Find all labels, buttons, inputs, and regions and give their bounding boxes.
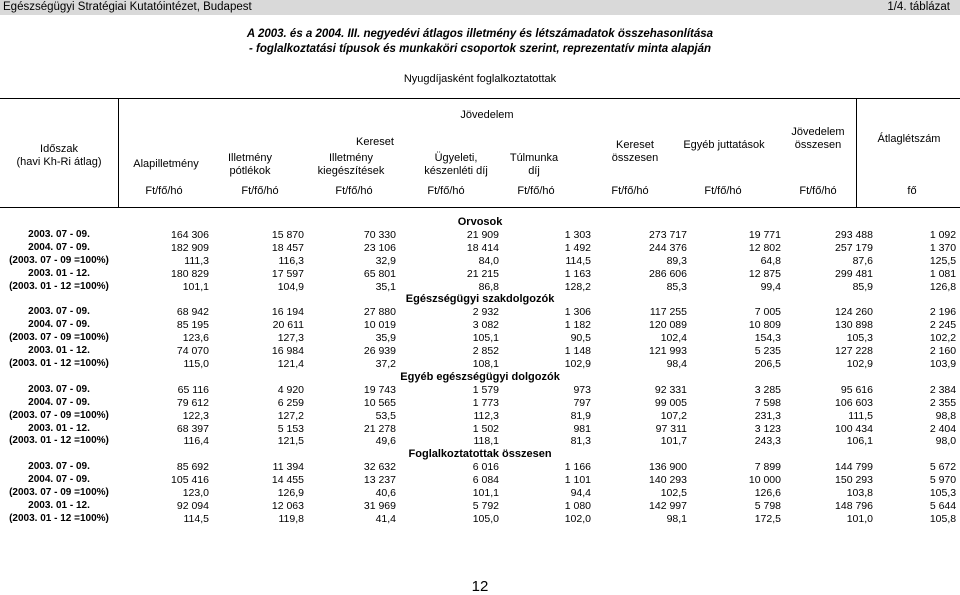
table-cell: 1 370 — [929, 241, 957, 254]
table-row — [0, 306, 960, 319]
table-cell: 122,3 — [182, 409, 209, 422]
table-cell: 102,4 — [660, 332, 687, 345]
table-cell: 7 899 — [754, 461, 781, 474]
table-cell: 85,9 — [852, 280, 873, 293]
table-cell: 12 063 — [271, 499, 304, 512]
table-cell: 99,4 — [760, 280, 781, 293]
table-cell: 105 416 — [171, 474, 209, 487]
table-cell: 99 005 — [654, 396, 687, 409]
table-cell: 97 311 — [655, 422, 687, 435]
table-row — [0, 513, 960, 526]
table-cell: 26 939 — [363, 345, 396, 358]
table-cell: 127,3 — [277, 332, 304, 345]
table-cell: 2 160 — [929, 345, 957, 358]
table-cell: 17 597 — [271, 267, 304, 280]
table-cell: 84,0 — [478, 254, 499, 267]
table-cell: 100 434 — [835, 422, 873, 435]
table-row — [0, 461, 960, 474]
data-table — [0, 216, 960, 526]
table-row — [0, 319, 960, 332]
table-cell: 2 404 — [929, 422, 957, 435]
table-cell: 144 799 — [835, 461, 873, 474]
table-cell: 92 331 — [654, 383, 687, 396]
table-row — [0, 268, 960, 281]
table-cell: 231,3 — [754, 409, 781, 422]
table-cell: 1 101 — [564, 474, 591, 487]
section-title: Orvosok — [457, 216, 503, 228]
table-cell: 7 005 — [754, 306, 781, 319]
table-cell: 102,0 — [564, 512, 591, 525]
table-cell: 10 000 — [748, 474, 781, 487]
table-cell: 103,9 — [929, 357, 957, 370]
table-cell: 108,1 — [472, 357, 499, 370]
table-cell: 172,5 — [754, 512, 781, 525]
table-row — [0, 487, 960, 500]
table-cell: 95 616 — [840, 383, 873, 396]
table-cell: 10 809 — [748, 319, 781, 332]
table-cell: 102,2 — [929, 332, 957, 345]
table-cell: 106,1 — [846, 435, 873, 448]
table-cell: 94,4 — [570, 487, 591, 500]
table-cell: 105,8 — [929, 512, 957, 525]
row-label: (2003. 01 - 12 =100%) — [9, 280, 109, 292]
table-cell: 10 019 — [363, 319, 396, 332]
table-cell: 148 796 — [835, 499, 873, 512]
section-row — [0, 448, 960, 461]
table-title-line2: - foglalkoztatási típusok és munkaköri csoportok szerint, reprezentatív minta alapján — [248, 43, 712, 55]
table-cell: 121 993 — [649, 345, 687, 358]
section-title: Foglalkoztatottak összesen — [408, 448, 552, 461]
table-cell: 123,0 — [182, 487, 209, 500]
table-cell: 105,1 — [472, 332, 499, 345]
table-cell: 23 106 — [363, 241, 396, 254]
institute-name: Egészségügyi Stratégiai Kutatóintézet, Budapest — [3, 1, 252, 13]
table-cell: 1 306 — [564, 306, 591, 319]
table-cell: 105,3 — [846, 332, 873, 345]
table-cell: 12 875 — [748, 267, 781, 280]
row-label: 2004. 07 - 09. — [28, 319, 90, 331]
table-cell: 112,3 — [473, 409, 499, 422]
table-cell: 32 632 — [363, 461, 396, 474]
table-cell: 86,8 — [478, 280, 499, 293]
table-cell: 142 997 — [649, 499, 687, 512]
row-label: 2004. 07 - 09. — [28, 241, 90, 253]
table-cell: 1 773 — [472, 396, 499, 409]
table-cell: 1 081 — [929, 267, 957, 280]
table-cell: 244 376 — [649, 241, 687, 254]
row-label: (2003. 07 - 09 =100%) — [9, 409, 109, 421]
table-cell: 154,3 — [754, 332, 781, 345]
col-base-salary: Alapilletmény — [133, 158, 199, 170]
table-cell: 124 260 — [835, 306, 873, 319]
table-cell: 40,6 — [375, 487, 396, 500]
table-cell: 21 909 — [466, 228, 499, 241]
col-earnings-total: Kereset összesen — [611, 139, 659, 164]
table-cell: 103,8 — [846, 487, 873, 500]
row-label: (2003. 01 - 12 =100%) — [9, 512, 109, 524]
table-cell: 102,5 — [660, 487, 687, 500]
table-cell: 6 016 — [472, 461, 499, 474]
table-cell: 3 123 — [754, 422, 781, 435]
row-label: 2004. 07 - 09. — [28, 396, 90, 408]
table-cell: 182 909 — [171, 241, 209, 254]
section-row — [0, 371, 960, 384]
table-cell: 3 082 — [472, 319, 499, 332]
table-cell: 119,8 — [278, 512, 304, 525]
table-cell: 85 195 — [176, 319, 209, 332]
table-cell: 4 920 — [277, 383, 304, 396]
table-cell: 114,5 — [565, 254, 591, 267]
table-cell: 1 502 — [472, 422, 499, 435]
unit-label: Ft/fő/hó — [335, 185, 373, 197]
table-cell: 65 801 — [363, 267, 396, 280]
table-cell: 128,2 — [564, 280, 591, 293]
table-cell: 797 — [573, 396, 591, 409]
table-cell: 37,2 — [375, 357, 396, 370]
table-cell: 5 672 — [929, 461, 957, 474]
table-row — [0, 229, 960, 242]
table-cell: 101,1 — [182, 280, 209, 293]
table-row — [0, 358, 960, 371]
table-cell: 92 094 — [176, 499, 209, 512]
table-cell: 111,5 — [848, 409, 873, 422]
table-cell: 70 330 — [363, 228, 396, 241]
row-label: 2003. 01 - 12. — [28, 422, 90, 434]
table-cell: 243,3 — [754, 435, 781, 448]
col-headcount: Átlaglétszám — [877, 133, 941, 145]
table-cell: 19 743 — [363, 383, 396, 396]
table-cell: 1 303 — [564, 228, 591, 241]
table-row — [0, 410, 960, 423]
col-group-income: Jövedelem — [460, 109, 514, 121]
unit-label: Ft/fő/hó — [517, 185, 555, 197]
col-group-earnings: Kereset — [356, 136, 394, 148]
row-label: 2003. 01 - 12. — [28, 267, 90, 279]
table-cell: 121,5 — [277, 435, 304, 448]
col-supplements: Illetmény pótlékok — [227, 152, 273, 177]
col-addons: Illetmény kiegészítések — [317, 152, 385, 177]
col-income-total: Jövedelem összesen — [791, 126, 845, 151]
table-cell: 5 798 — [754, 499, 781, 512]
table-cell: 49,6 — [375, 435, 396, 448]
table-row — [0, 423, 960, 436]
table-cell: 123,6 — [182, 332, 209, 345]
table-cell: 299 481 — [835, 267, 873, 280]
table-cell: 1 182 — [564, 319, 591, 332]
unit-label: Ft/fő/hó — [799, 185, 837, 197]
table-cell: 126,8 — [929, 280, 957, 293]
table-row — [0, 435, 960, 448]
table-row — [0, 397, 960, 410]
table-cell: 1 148 — [564, 345, 591, 358]
table-cell: 16 194 — [271, 306, 304, 319]
table-row — [0, 474, 960, 487]
table-cell: 115,0 — [183, 357, 209, 370]
table-cell: 79 612 — [176, 396, 209, 409]
table-cell: 107,2 — [660, 409, 687, 422]
table-subtitle: Nyugdíjasként foglalkoztatottak — [403, 73, 557, 85]
row-label: (2003. 01 - 12 =100%) — [9, 435, 109, 447]
row-label: (2003. 07 - 09 =100%) — [9, 332, 109, 344]
table-cell: 20 611 — [272, 319, 304, 332]
table-row — [0, 384, 960, 397]
table-cell: 117 255 — [649, 306, 687, 319]
table-cell: 101,1 — [472, 487, 499, 500]
table-cell: 31 969 — [363, 499, 396, 512]
unit-label: Ft/fő/hó — [704, 185, 742, 197]
table-cell: 104,9 — [277, 280, 304, 293]
table-cell: 5 235 — [754, 345, 781, 358]
table-cell: 102,9 — [564, 357, 591, 370]
table-cell: 5 644 — [929, 499, 957, 512]
table-title-line1: A 2003. és a 2004. III. negyedévi átlagos illetmény és létszámadatok összehasonlítása — [246, 28, 714, 40]
row-label: (2003. 07 - 09 =100%) — [9, 487, 109, 499]
header-top-rule — [0, 98, 960, 99]
table-cell: 98,8 — [935, 409, 957, 422]
row-label: 2003. 07 - 09. — [28, 383, 90, 395]
table-cell: 2 196 — [929, 306, 957, 319]
table-cell: 2 355 — [929, 396, 957, 409]
table-cell: 98,0 — [935, 435, 957, 448]
table-cell: 85 692 — [176, 461, 209, 474]
table-cell: 180 829 — [171, 267, 209, 280]
table-row — [0, 332, 960, 345]
table-cell: 3 285 — [754, 383, 781, 396]
table-cell: 1 163 — [564, 267, 591, 280]
table-cell: 27 880 — [363, 306, 396, 319]
table-cell: 14 455 — [271, 474, 304, 487]
page-number: 12 — [471, 578, 489, 595]
table-cell: 21 278 — [363, 422, 396, 435]
unit-label: fő — [907, 185, 917, 197]
table-cell: 6 259 — [277, 396, 304, 409]
table-cell: 1 092 — [929, 228, 957, 241]
table-cell: 35,1 — [375, 280, 396, 293]
col-oncall: Ügyeleti, készenléti díj — [424, 152, 488, 177]
table-cell: 125,5 — [929, 254, 957, 267]
table-cell: 98,4 — [666, 357, 687, 370]
table-cell: 41,4 — [375, 512, 396, 525]
table-row — [0, 255, 960, 268]
table-cell: 973 — [573, 383, 591, 396]
table-cell: 6 084 — [472, 474, 499, 487]
table-cell: 101,7 — [660, 435, 687, 448]
section-row — [0, 216, 960, 229]
table-cell: 257 179 — [835, 241, 873, 254]
table-cell: 293 488 — [835, 228, 873, 241]
table-cell: 164 306 — [171, 228, 209, 241]
table-row — [0, 242, 960, 255]
unit-label: Ft/fő/hó — [145, 185, 183, 197]
table-cell: 74 070 — [176, 345, 209, 358]
table-cell: 68 942 — [176, 306, 209, 319]
table-cell: 286 606 — [649, 267, 687, 280]
table-cell: 18 457 — [271, 241, 304, 254]
table-row — [0, 281, 960, 294]
table-cell: 111,3 — [184, 254, 209, 267]
table-cell: 5 153 — [277, 422, 304, 435]
report-header-bar — [0, 0, 960, 15]
table-cell: 64,8 — [760, 254, 781, 267]
row-label: 2003. 07 - 09. — [28, 306, 90, 318]
table-cell: 81,9 — [570, 409, 591, 422]
table-cell: 106 603 — [835, 396, 873, 409]
table-row — [0, 345, 960, 358]
table-cell: 140 293 — [649, 474, 687, 487]
section-title: Egyéb egészségügyi dolgozók — [400, 370, 560, 383]
table-cell: 273 717 — [649, 228, 687, 241]
table-cell: 114,5 — [183, 512, 209, 525]
col-overtime: Túlmunka díj — [509, 152, 559, 177]
table-cell: 105,0 — [472, 512, 499, 525]
table-cell: 206,5 — [754, 357, 781, 370]
table-cell: 7 598 — [754, 396, 781, 409]
table-row — [0, 500, 960, 513]
table-cell: 65 116 — [177, 383, 209, 396]
row-label: 2003. 01 - 12. — [28, 499, 90, 511]
table-cell: 118,1 — [473, 435, 499, 448]
table-cell: 35,9 — [375, 332, 396, 345]
table-cell: 116,4 — [183, 435, 209, 448]
table-cell: 85,3 — [666, 280, 687, 293]
unit-label: Ft/fő/hó — [241, 185, 279, 197]
table-cell: 116,3 — [278, 254, 304, 267]
col-period: Időszak (havi Kh-Ri átlag) — [16, 143, 102, 168]
table-cell: 98,1 — [666, 512, 687, 525]
table-cell: 2 932 — [472, 306, 499, 319]
table-cell: 12 802 — [748, 241, 781, 254]
table-cell: 102,9 — [846, 357, 873, 370]
table-cell: 2 852 — [472, 345, 499, 358]
row-label: 2003. 01 - 12. — [28, 345, 90, 357]
table-cell: 126,9 — [277, 487, 304, 500]
table-cell: 130 898 — [835, 319, 873, 332]
table-cell: 21 215 — [466, 267, 499, 280]
table-cell: 16 984 — [271, 345, 304, 358]
table-cell: 981 — [573, 422, 591, 435]
section-row — [0, 293, 960, 306]
table-cell: 121,4 — [277, 357, 304, 370]
table-cell: 53,5 — [375, 409, 396, 422]
unit-label: Ft/fő/hó — [427, 185, 465, 197]
row-label: (2003. 07 - 09 =100%) — [9, 254, 109, 266]
table-cell: 19 771 — [748, 228, 781, 241]
col-other: Egyéb juttatások — [683, 139, 765, 151]
row-label: 2003. 07 - 09. — [28, 228, 90, 240]
header-bottom-rule — [0, 207, 960, 208]
row-label: (2003. 01 - 12 =100%) — [9, 357, 109, 369]
table-cell: 1 579 — [472, 383, 499, 396]
table-cell: 18 414 — [466, 241, 499, 254]
table-cell: 1 492 — [564, 241, 591, 254]
table-cell: 1 166 — [564, 461, 591, 474]
table-cell: 15 870 — [271, 228, 304, 241]
table-cell: 68 397 — [176, 422, 209, 435]
table-cell: 127,2 — [277, 409, 304, 422]
table-cell: 126,6 — [754, 487, 781, 500]
table-cell: 90,5 — [570, 332, 591, 345]
table-cell: 150 293 — [835, 474, 873, 487]
table-cell: 2 384 — [929, 383, 957, 396]
table-cell: 11 394 — [272, 461, 304, 474]
table-cell: 1 080 — [564, 499, 591, 512]
table-cell: 81,3 — [570, 435, 591, 448]
table-cell: 13 237 — [363, 474, 396, 487]
table-cell: 32,9 — [375, 254, 396, 267]
unit-label: Ft/fő/hó — [611, 185, 649, 197]
table-cell: 2 245 — [929, 319, 957, 332]
table-cell: 87,6 — [852, 254, 873, 267]
table-number: 1/4. táblázat — [887, 1, 950, 13]
table-cell: 136 900 — [649, 461, 687, 474]
table-cell: 105,3 — [929, 487, 957, 500]
row-label: 2004. 07 - 09. — [28, 474, 90, 486]
row-label: 2003. 07 - 09. — [28, 461, 90, 473]
table-cell: 89,3 — [666, 254, 687, 267]
table-cell: 5 970 — [929, 474, 957, 487]
table-cell: 5 792 — [472, 499, 499, 512]
section-title: Egészségügyi szakdolgozók — [405, 293, 555, 306]
table-cell: 101,0 — [846, 512, 873, 525]
table-cell: 10 565 — [363, 396, 396, 409]
table-cell: 127 228 — [835, 345, 873, 358]
table-cell: 120 089 — [649, 319, 687, 332]
